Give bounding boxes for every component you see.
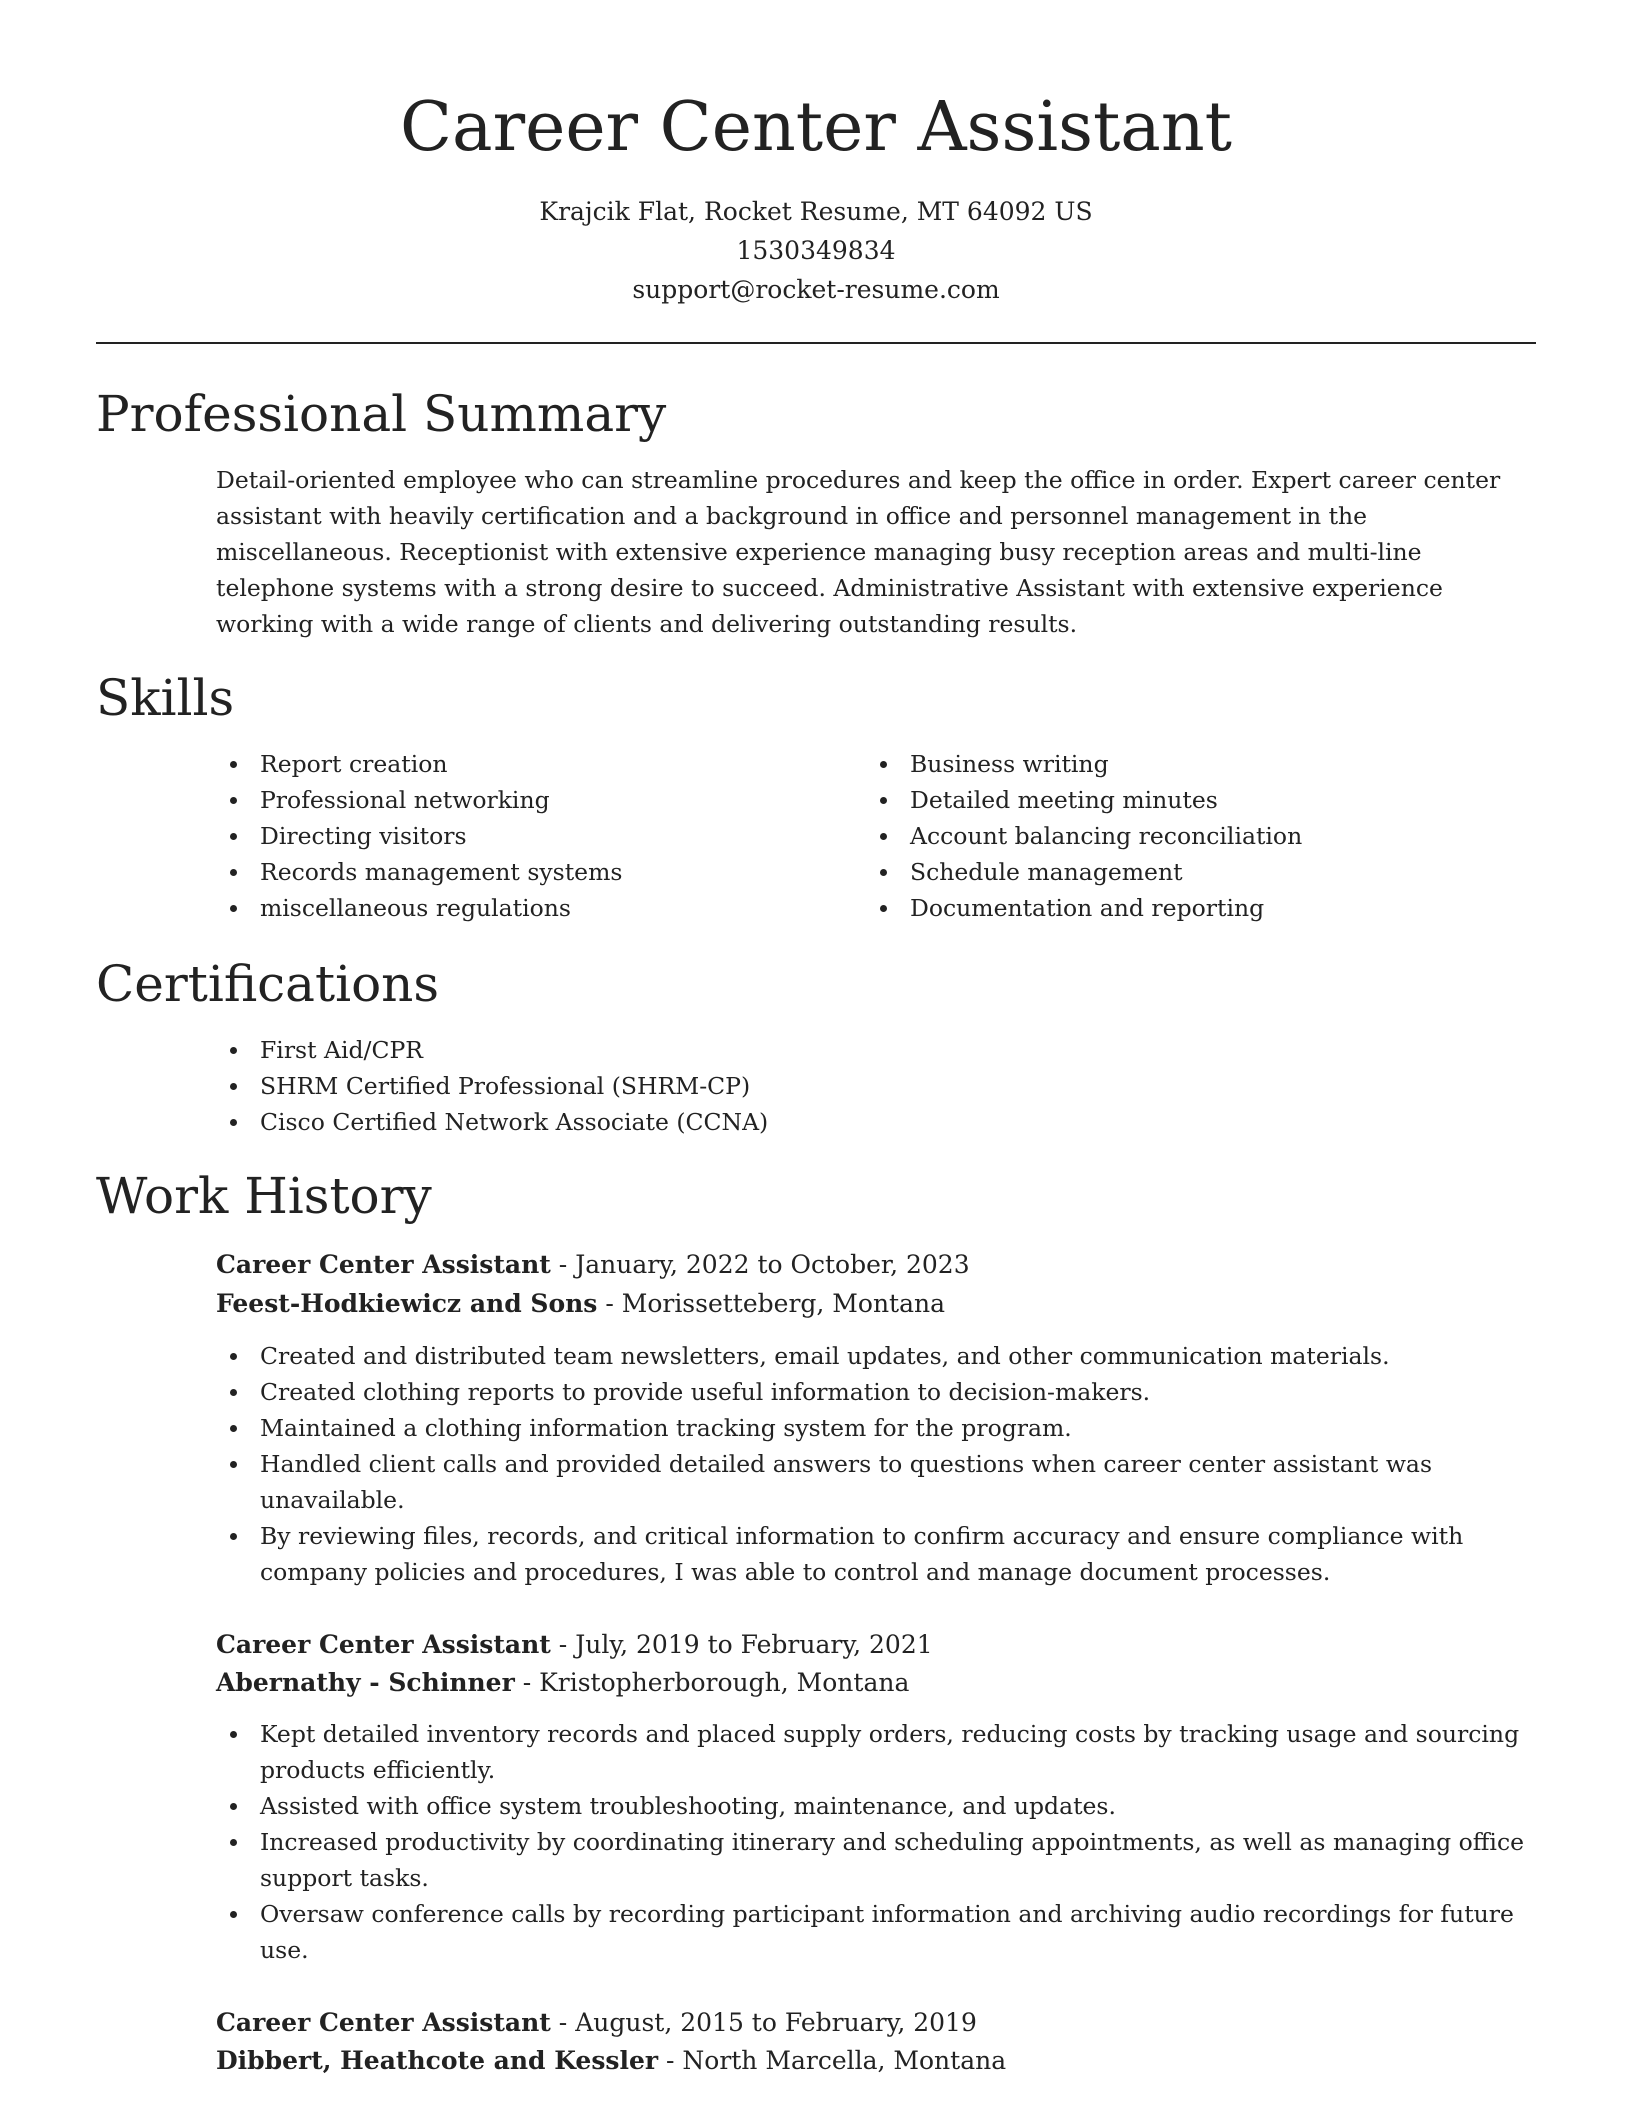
- certification-item: First Aid/CPR: [216, 1032, 1536, 1068]
- job-bullet: Created clothing reports to provide useful information to decision-makers.: [216, 1374, 1536, 1410]
- skill-item: Schedule management: [866, 854, 1536, 890]
- job-bullet: Oversaw conference calls by recording participant information and archiving audio recordings for future use.: [216, 1896, 1536, 1968]
- header-divider: [96, 342, 1536, 344]
- summary-text: Detail-oriented employee who can streamline procedures and keep the office in order. Expert career center assistant with heavily certification and a background in office and personnel management in the miscellaneous. Receptionist with extensive experience managing busy reception areas and multi-line telephone systems with a strong desire to succeed. Administrative Assistant with extensive experience working with a wide range of clients and delivering outstanding results.: [216, 466, 1501, 638]
- skill-item: Records management systems: [216, 854, 836, 890]
- work-history-heading: Work History: [96, 1167, 432, 1225]
- job-company-line: [216, 2042, 1536, 2080]
- job-dates: - August, 2015 to February, 2019: [550, 2008, 977, 2037]
- job-title-line: [216, 2004, 1536, 2042]
- skill-item: Documentation and reporting: [866, 890, 1536, 926]
- skills-heading: Skills: [96, 669, 235, 727]
- job-company: Dibbert, Heathcote and Kessler: [216, 2046, 659, 2075]
- job-dates: - January, 2022 to October, 2023: [550, 1250, 970, 1279]
- skill-item: Report creation: [216, 746, 836, 782]
- job-title-line: [216, 1626, 1536, 1664]
- skills-list-right: [866, 746, 1536, 926]
- phone: 1530349834: [736, 236, 896, 265]
- job-location: - North Marcella, Montana: [658, 2046, 1007, 2075]
- job-bullet: Maintained a clothing information tracking system for the program.: [216, 1410, 1536, 1446]
- certification-item: Cisco Certified Network Associate (CCNA): [216, 1104, 1536, 1140]
- job-bullet: Assisted with office system troubleshooting, maintenance, and updates.: [216, 1788, 1536, 1824]
- certification-item: SHRM Certified Professional (SHRM-CP): [216, 1068, 1536, 1104]
- skill-item: Account balancing reconciliation: [866, 818, 1536, 854]
- job-role: Career Center Assistant: [216, 1250, 551, 1279]
- job-company-line: [216, 1285, 1536, 1323]
- job-company: Abernathy - Schinner: [216, 1668, 515, 1697]
- skill-item: miscellaneous regulations: [216, 890, 836, 926]
- job-bullet: Created and distributed team newsletters, email updates, and other communication materials.: [216, 1338, 1536, 1374]
- job-company: Feest-Hodkiewicz and Sons: [216, 1289, 598, 1318]
- job-bullet: Increased productivity by coordinating itinerary and scheduling appointments, as well as managing office support tasks.: [216, 1824, 1536, 1896]
- certifications-list: [216, 1032, 1536, 1140]
- job-location: - Morissetteberg, Montana: [597, 1289, 946, 1318]
- job-bullet: Kept detailed inventory records and placed supply orders, reducing costs by tracking usage and sourcing products efficiently.: [216, 1716, 1536, 1788]
- skill-item: Professional networking: [216, 782, 836, 818]
- job-location: - Kristopherborough, Montana: [514, 1668, 910, 1697]
- certifications-heading: Certifications: [96, 955, 440, 1013]
- address: Krajcik Flat, Rocket Resume, MT 64092 US: [539, 197, 1093, 226]
- job-dates: - July, 2019 to February, 2021: [550, 1630, 933, 1659]
- job-company-line: [216, 1664, 1536, 1702]
- job-bullet: Handled client calls and provided detailed answers to questions when career center assistant was unavailable.: [216, 1446, 1536, 1518]
- skill-item: Business writing: [866, 746, 1536, 782]
- job-role: Career Center Assistant: [216, 2008, 551, 2037]
- job-role: Career Center Assistant: [216, 1630, 551, 1659]
- candidate-name: Career Center Assistant: [400, 88, 1232, 167]
- email: support@rocket-resume.com: [632, 275, 1000, 304]
- skill-item: Detailed meeting minutes: [866, 782, 1536, 818]
- skills-list-left: [216, 746, 836, 926]
- job-bullets: [216, 1716, 1536, 1968]
- summary-heading: Professional Summary: [96, 385, 667, 443]
- job-bullets: [216, 1338, 1536, 1590]
- job-title-line: [216, 1246, 1536, 1284]
- job-bullet: By reviewing files, records, and critical information to confirm accuracy and ensure compliance with company policies and procedures, I was able to control and manage document processes.: [216, 1518, 1536, 1590]
- skill-item: Directing visitors: [216, 818, 836, 854]
- contact-block: [0, 192, 1632, 309]
